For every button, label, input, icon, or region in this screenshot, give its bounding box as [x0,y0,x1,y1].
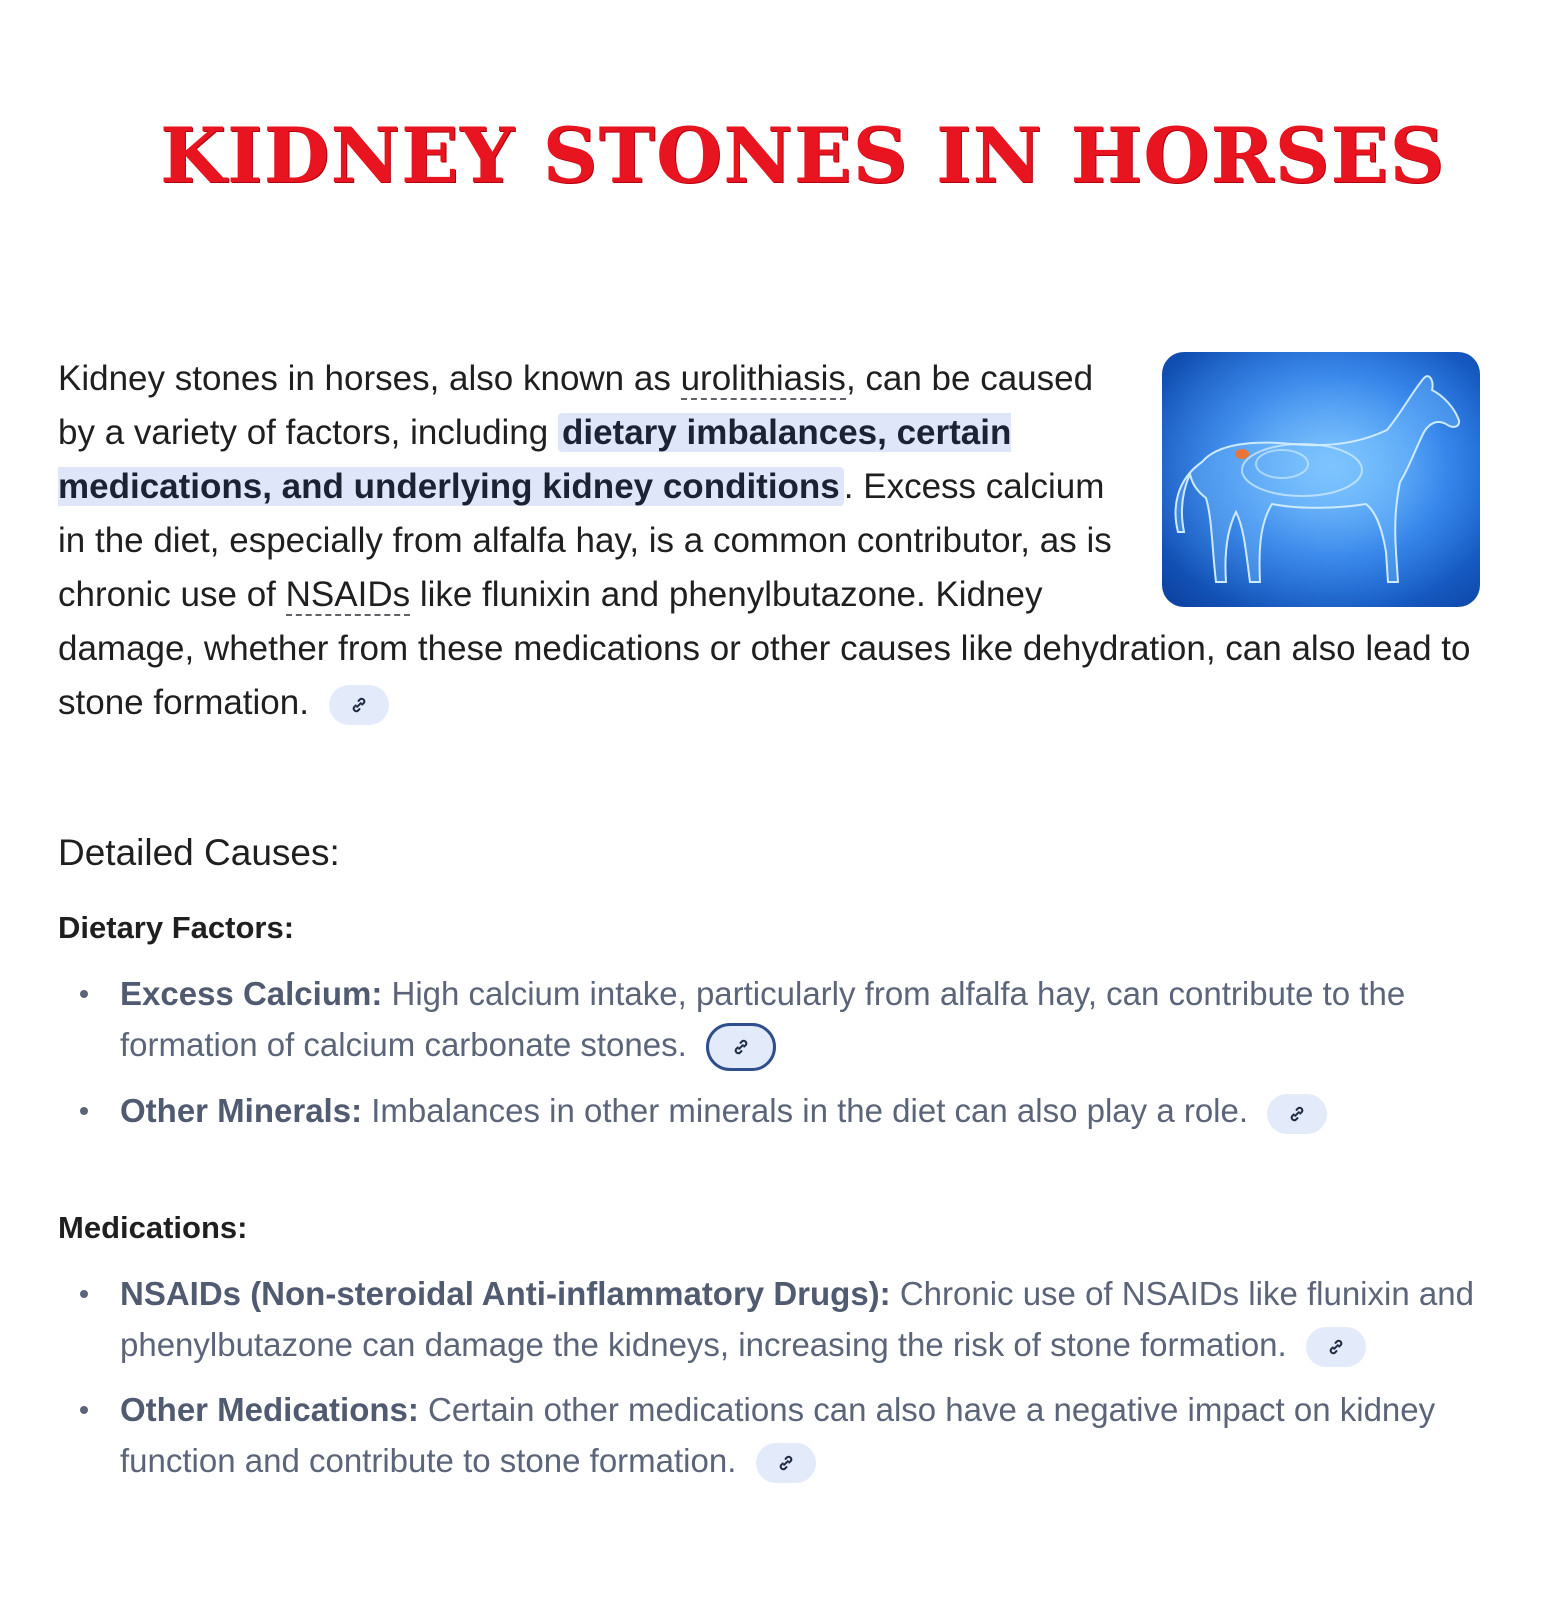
source-link-chip[interactable] [1267,1094,1327,1134]
list-item: Excess Calcium: High calcium intake, particularly from alfalfa hay, can contribute to the formation of calcium carbonate stones. [58,968,1488,1071]
page-title: KIDNEY STONES IN HORSES [160,111,1446,200]
term-urolithiasis[interactable]: urolithiasis [680,359,846,398]
medications-list [58,1268,1488,1500]
term-nsaids[interactable]: NSAIDs [285,575,411,614]
link-icon [775,1452,797,1474]
link-icon [1325,1336,1347,1358]
list-item: Other Minerals: Imbalances in other minerals in the diet can also play a role. [58,1085,1488,1136]
source-link-chip[interactable] [1306,1327,1366,1367]
link-icon [348,694,370,716]
detailed-causes-heading: Detailed Causes: [58,832,340,873]
link-icon [1286,1103,1308,1125]
highlighted-causes: dietary imbalances, certain medications, and underlying kidney conditions [58,413,1012,506]
source-link-chip[interactable] [706,1023,776,1071]
dietary-factors-list [58,968,1488,1150]
intro-paragraph: Kidney stones in horses, also known as urolithiasis, can be caused by a variety of factors, including dietary imbalances, certain medications, and underlying kidney conditions . Excess calcium in the diet, especially from alfalfa hay, is a common contributor, as is chronic use of NSAIDs like flunixin and phenylbutazone. Kidney damage, whether from these medications or other causes like dehydration, can also lead to stone formation. [58,352,1478,730]
source-link-chip[interactable] [329,685,389,725]
dietary-factors-heading: Dietary Factors: [58,910,295,945]
source-link-chip[interactable] [756,1443,816,1483]
list-item: NSAIDs (Non-steroidal Anti-inflammatory Drugs): Chronic use of NSAIDs like flunixin and phenylbutazone can damage the kidneys, increasing the risk of stone formation. [58,1268,1488,1370]
medications-heading: Medications: [58,1210,248,1245]
list-item: Other Medications: Certain other medications can also have a negative impact on kidney function and contribute to stone formation. [58,1384,1488,1486]
link-icon [730,1036,752,1058]
